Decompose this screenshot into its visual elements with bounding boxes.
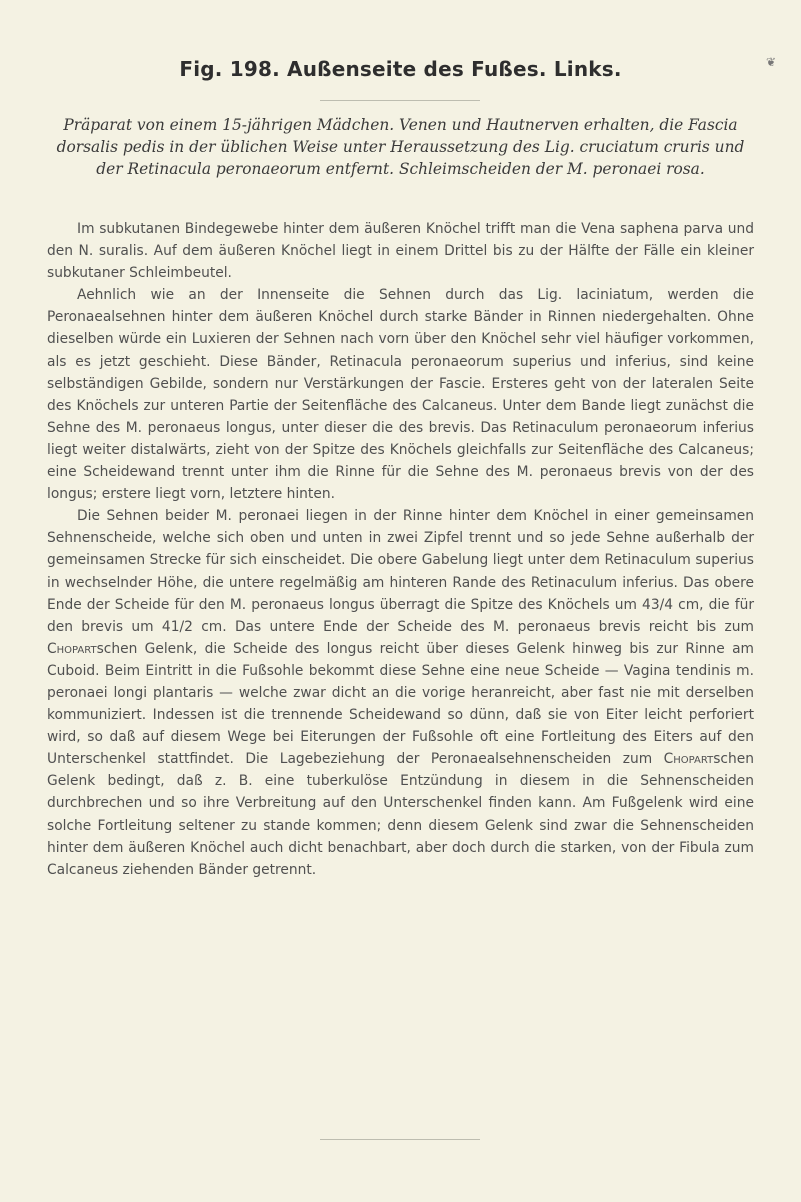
paragraph-3-part-d: schen Gelenk, die Scheide des longus reicht über dieses Gelenk hinweg bis zur Rinne am Cuboid. Beim Eintritt in die Fußsohle bekommt diese Sehne eine neue Scheide — Vagina tendinis m. peronaei longi plantaris — welche zwar dicht an die vorige heranreicht, aber fast nie mit derselben kommuniziert. Indessen ist die trennende Scheidewand so dünn, daß sie von Eiter leicht perforiert wird, so daß auf diesem Wege bei Eiterungen der Fußsohle oft eine Fortleitung des Eiters auf den Unterschenkel stattfindet. Die Lagebeziehung der Peronaealsehnenscheiden zum — [47, 640, 754, 768]
paragraph-1: Im subkutanen Bindegewebe hinter dem äußeren Knöchel trifft man die Vena saphena parva und den N. suralis. Auf dem äußeren Knöchel liegt in einem Drittel bis zu der Hälfte der Fälle ein kleiner subkutaner Schleimbeutel. — [47, 221, 754, 282]
paragraph-3-part-a: Die Sehnen beider M. peronaei liegen in der Rinne hinter dem Knöchel in einer gemeinsamen Sehnenscheide, welche sich oben und unten in zwei Zipfel trennt und so jede Sehne außerhalb der gemeinsamen Strecke für sich einscheidet. Die obere Gabelung liegt unter dem Retinaculum superius in wechselnder Höhe, die untere regelmäßig am hinteren Rande des Retinaculum inferius. Das obere Ende der Scheide für den M. peronaeus longus überragt die Spitze des Knöchels um 4 — [47, 508, 754, 613]
paragraph-2: Aehnlich wie an der Innenseite die Sehnen durch das Lig. laciniatum, werden die Peronaealsehnen hinter dem äußeren Knöchel durch starke Bänder in Rinnen niedergehalten. Ohne dieselben würde ein Luxieren der Sehnen nach vorn über den Knöchel sehr viel häufiger vorkommen, als es jetzt geschieht. Diese Bänder, Retinacula peronaeorum superius und inferius, sind keine selbständigen Gebilde, sondern nur Verstärkungen der Fascie. Ersteres geht von der lateralen Seite des Knöchels zur unteren Partie der Seitenfläche des Calcaneus. Unter dem Bande liegt zunächst die Sehne des M. peronaeus longus, unter dieser die des brevis. Das Retinaculum peronaeorum inferius liegt weiter distalwärts, zieht von der Spitze des Knöchels gleichfalls zur Seitenfläche des Calcaneus; eine Scheidewand trennt unter ihm die Rinne für die Sehne des M. peronaeus brevis von der des longus; erstere liegt vorn, letztere hinten. — [47, 287, 754, 503]
fraction-one-half: 1/2 — [170, 618, 193, 635]
corner-ornament: ❦ — [766, 55, 777, 69]
preparation-caption: Präparat von einem 15-jährigen Mädchen. Venen und Hautnerven erhalten, die Fascia dorsalis pedis in der üblichen Weise unter Heraussetzung des Lig. cruciatum cruris und der Retinacula peronaeorum entfernt. Schleimscheiden der M. peronaei rosa. — [56, 116, 745, 178]
paragraph-3-part-c: cm. Das untere Ende der Scheide des M. peronaeus brevis reicht bis zum — [192, 618, 754, 635]
bottom-divider — [320, 1139, 480, 1140]
paragraph-3-part-e: schen Gelenk bedingt, daß z. B. eine tuberkulöse Entzündung in diesem in die Sehnenscheiden durchbrechen und so ihre Verbreitung auf den Unterschenkel finden kann. Am Fußgelenk wird eine solche Fortleitung seltener zu stande kommen; denn diesem Gelenk sind zwar die Sehnenscheiden hinter dem äußeren Knöchel auch dicht benachbart, aber doch durch die starken, von der Fibula zum Calcaneus ziehenden Bänder getrennt. — [47, 751, 754, 878]
paragraph-3-part-b: cm, die für den brevis um 4 — [47, 596, 754, 635]
body-text — [47, 218, 754, 881]
figure-title: Fig. 198. Außenseite des Fußes. Links. — [179, 57, 622, 81]
author-name-chopart: Chopart — [47, 640, 97, 657]
author-name-chopart-2: Chopart — [663, 751, 714, 768]
top-divider — [320, 100, 480, 101]
fraction-three-quarters: 3/4 — [650, 596, 674, 613]
paragraph-3 — [47, 505, 754, 881]
